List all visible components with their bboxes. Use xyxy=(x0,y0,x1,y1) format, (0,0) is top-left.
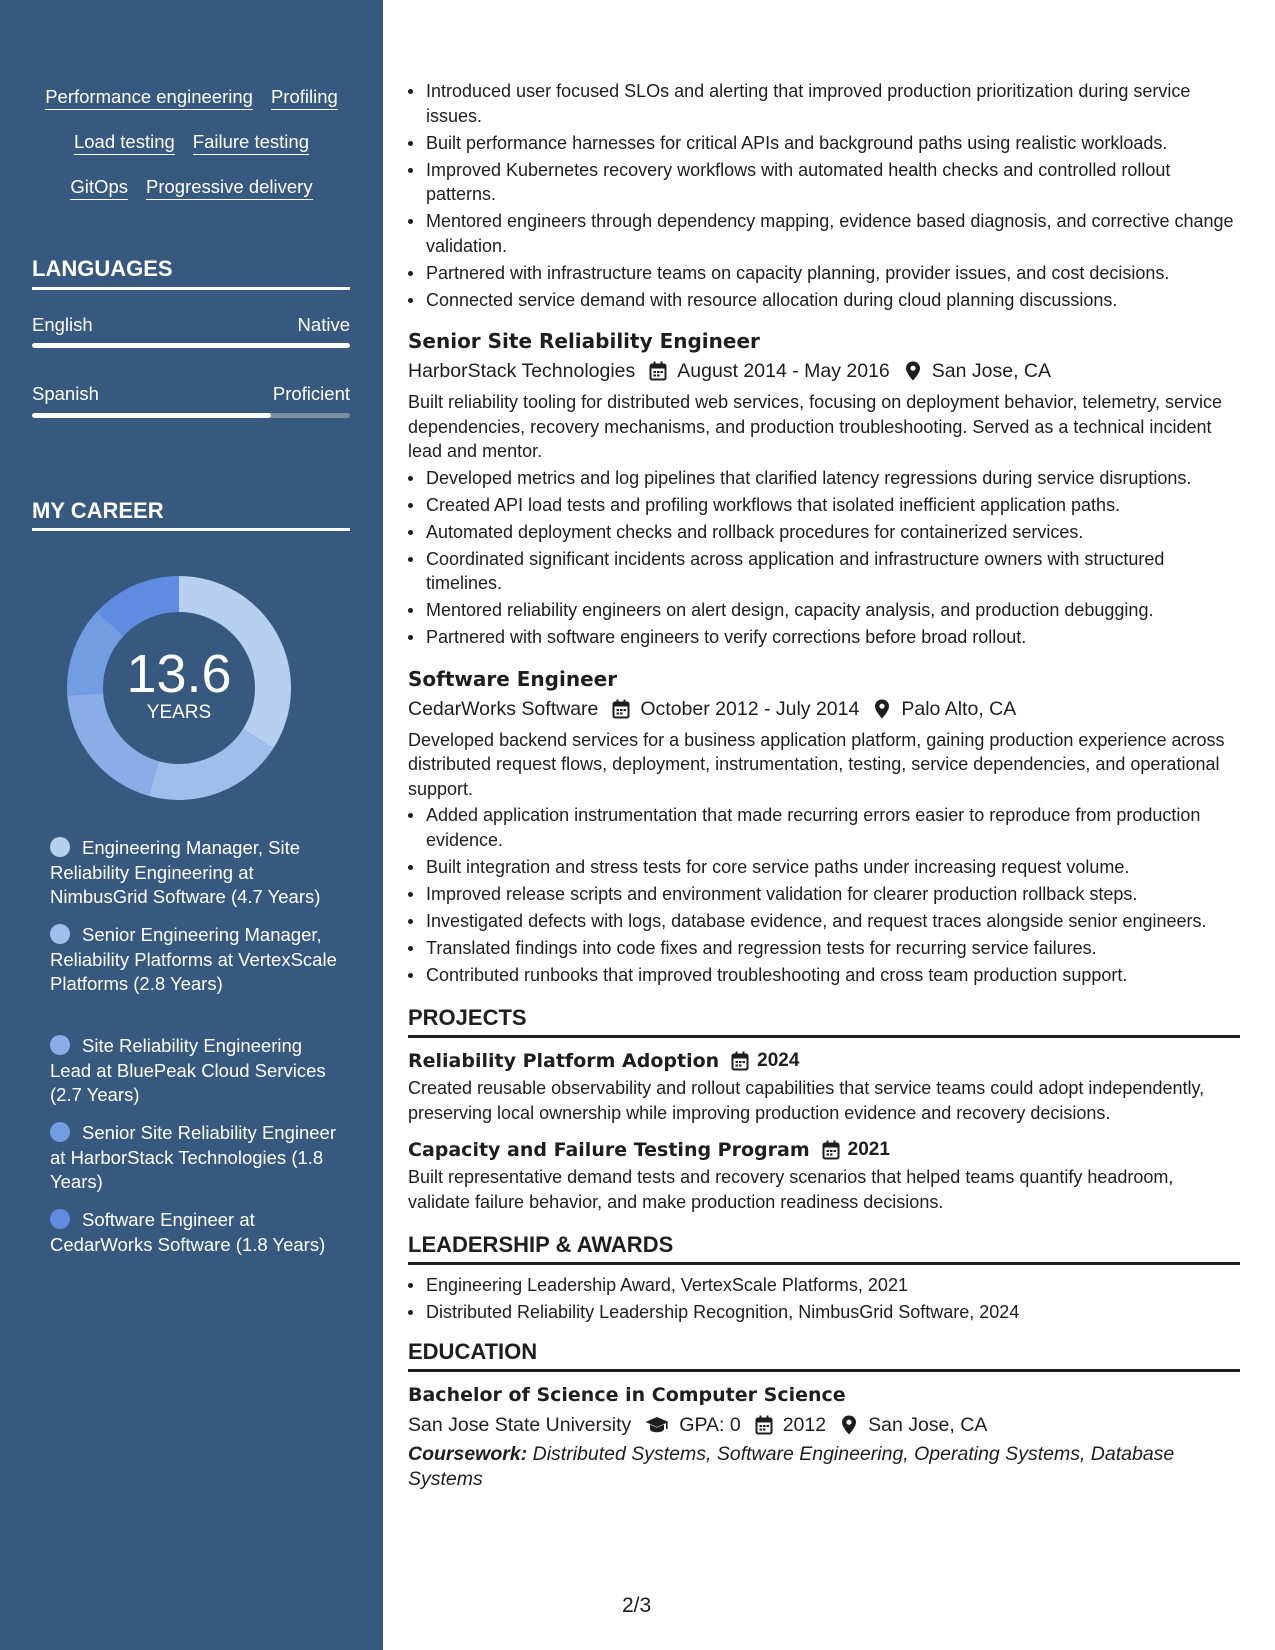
job-dates: August 2014 - May 2016 xyxy=(677,360,890,382)
career-legend-item xyxy=(50,923,340,997)
calendar-icon xyxy=(755,1415,773,1435)
job-description: Built reliability tooling for distributed web services, focusing on deployment behavior, telemetry, service dependencies, recovery mechanisms, and production troubleshooting. Served as a technical incident lead and mentor. xyxy=(408,392,1223,461)
calendar-icon xyxy=(731,1051,749,1071)
career-legend-item xyxy=(50,836,340,910)
job-bullets xyxy=(408,466,1240,650)
bullet-item: Contributed runbooks that improved troubleshooting and cross team production support. xyxy=(426,963,1240,988)
skills-row-1 xyxy=(0,86,383,110)
languages-rule xyxy=(32,287,350,290)
bullet-item: Connected service demand with resource allocation during cloud planning discussions. xyxy=(426,288,1240,313)
language-level: Native xyxy=(297,314,350,335)
bullet-item: Built integration and stress tests for core service paths under increasing request volume. xyxy=(426,855,1240,880)
bullet-item: Introduced user focused SLOs and alerting that improved production prioritization during service issues. xyxy=(426,79,1240,128)
languages-heading: LANGUAGES xyxy=(32,256,173,281)
calendar-icon xyxy=(612,699,630,719)
calendar-icon xyxy=(822,1140,840,1160)
job-title: Senior Site Reliability Engineer xyxy=(408,329,760,353)
project-title: Capacity and Failure Testing Program xyxy=(408,1139,810,1161)
job-title: Software Engineer xyxy=(408,666,618,691)
skills-row-2 xyxy=(0,131,383,155)
career-legend-item xyxy=(50,1034,340,1108)
language-bar-spanish xyxy=(32,413,350,418)
project-title-row xyxy=(408,1137,1240,1163)
legend-label: Engineering Manager, Site Reliability Engineering at NimbusGrid Software (4.7 Years) xyxy=(50,837,321,907)
legend-label: Senior Site Reliability Engineer at HarborStack Technologies (1.8 Years) xyxy=(50,1122,336,1192)
project-year: 2021 xyxy=(847,1139,890,1160)
bullet-item: Partnered with software engineers to verify corrections before broad rollout. xyxy=(426,625,1240,650)
language-bar-english xyxy=(32,343,350,348)
bullet-item: Translated findings into code fixes and regression tests for recurring service failures. xyxy=(426,936,1240,961)
job-meta xyxy=(408,358,1240,384)
award-item: Engineering Leadership Award, VertexScale Platforms, 2021 xyxy=(426,1273,1240,1298)
main-content xyxy=(408,0,1240,1650)
education-coursework xyxy=(408,1442,1240,1492)
map-pin-icon xyxy=(904,361,922,381)
experience-bullets-top xyxy=(408,79,1240,312)
skill-tag: GitOps xyxy=(70,176,128,200)
bullet-item: Created API load tests and profiling workflows that isolated inefficient application paths. xyxy=(426,493,1240,518)
coursework-label: Coursework: xyxy=(408,1442,528,1465)
education-meta xyxy=(408,1412,1240,1438)
job-location: Palo Alto, CA xyxy=(901,697,1017,720)
language-row-english xyxy=(32,314,350,336)
career-donut-center xyxy=(66,575,292,801)
job-company: CedarWorks Software xyxy=(408,697,599,720)
skill-tag: Load testing xyxy=(74,131,175,155)
career-total-unit: YEARS xyxy=(146,702,212,723)
project-title-row xyxy=(408,1048,1240,1074)
career-rule xyxy=(32,528,350,531)
language-bar-fill xyxy=(32,343,350,348)
job-company: HarborStack Technologies xyxy=(408,360,636,382)
job-dates: October 2012 - July 2014 xyxy=(640,697,860,720)
legend-label: Senior Engineering Manager, Reliability Platforms at VertexScale Platforms (2.8 Years) xyxy=(50,924,337,994)
language-name: English xyxy=(32,314,93,335)
skills-row-3 xyxy=(0,176,383,200)
legend-dot xyxy=(50,837,70,857)
legend-dot xyxy=(50,1209,70,1229)
education-school: San Jose State University xyxy=(408,1413,632,1436)
language-level: Proficient xyxy=(272,383,350,404)
coursework-list: Distributed Systems, Software Engineering, Operating Systems, Database Systems xyxy=(408,1442,1175,1490)
calendar-icon xyxy=(649,361,667,381)
legend-label: Site Reliability Engineering Lead at BluePeak Cloud Services (2.7 Years) xyxy=(50,1035,326,1105)
legend-dot xyxy=(50,1122,70,1142)
education-location: San Jose, CA xyxy=(868,1413,988,1436)
project-title: Reliability Platform Adoption xyxy=(408,1050,720,1072)
graduation-cap-icon xyxy=(645,1415,669,1435)
language-bar-fill xyxy=(32,413,271,418)
job-location: San Jose, CA xyxy=(931,360,1051,382)
bullet-item: Investigated defects with logs, database evidence, and request traces alongside senior engineers. xyxy=(426,909,1240,934)
skill-tag: Profiling xyxy=(271,86,338,110)
bullet-item: Partnered with infrastructure teams on capacity planning, provider issues, and cost decisions. xyxy=(426,261,1240,286)
career-legend-item xyxy=(50,1208,340,1257)
skill-tag: Performance engineering xyxy=(45,86,253,110)
legend-dot xyxy=(50,1035,70,1055)
education-year: 2012 xyxy=(782,1413,827,1436)
career-total-years: 13.6 xyxy=(126,644,232,704)
bullet-item: Mentored reliability engineers on alert design, capacity analysis, and production debugging. xyxy=(426,598,1240,623)
map-pin-icon xyxy=(840,1415,858,1435)
map-pin-icon xyxy=(873,699,891,719)
bullet-item: Built performance harnesses for critical APIs and background paths using realistic workloads. xyxy=(426,131,1240,156)
awards-heading: LEADERSHIP & AWARDS xyxy=(408,1232,1240,1265)
project-description: Built representative demand tests and recovery scenarios that helped teams quantify headroom, validate failure behavior, and make production readiness decisions. xyxy=(408,1167,1174,1212)
language-name: Spanish xyxy=(32,383,99,404)
projects-heading: PROJECTS xyxy=(408,1005,1240,1038)
job-bullets xyxy=(408,803,1240,987)
legend-label: Software Engineer at CedarWorks Software (1.8 Years) xyxy=(50,1209,326,1255)
sidebar xyxy=(0,0,383,1650)
job-meta xyxy=(408,696,1240,722)
language-row-spanish xyxy=(32,383,350,405)
bullet-item: Improved release scripts and environment validation for clearer production rollback steps. xyxy=(426,882,1240,907)
page-number: 2/3 xyxy=(622,1594,652,1617)
bullet-item: Mentored engineers through dependency mapping, evidence based diagnosis, and corrective change validation. xyxy=(426,209,1240,258)
bullet-item: Added application instrumentation that made recurring errors easier to reproduce from production evidence. xyxy=(426,803,1240,852)
skill-tag: Failure testing xyxy=(193,131,309,155)
skill-tag: Progressive delivery xyxy=(146,176,313,200)
bullet-item: Coordinated significant incidents across application and infrastructure owners with structured timelines. xyxy=(426,547,1240,596)
career-legend-item xyxy=(50,1121,340,1195)
legend-dot xyxy=(50,924,70,944)
bullet-item: Developed metrics and log pipelines that clarified latency regressions during service disruptions. xyxy=(426,466,1240,491)
education-heading: EDUCATION xyxy=(408,1339,1240,1372)
bullet-item: Improved Kubernetes recovery workflows with automated health checks and controlled rollout patterns. xyxy=(426,158,1240,207)
awards-list xyxy=(408,1273,1240,1325)
education-degree: Bachelor of Science in Computer Science xyxy=(408,1383,846,1406)
project-description: Created reusable observability and rollout capabilities that service teams could adopt independently, preserving local ownership while improving production evidence and recovery decisions. xyxy=(408,1078,1205,1123)
career-heading: MY CAREER xyxy=(32,498,164,523)
job-description: Developed backend services for a business application platform, gaining production experience across distributed request flows, deployment, instrumentation, testing, service dependencies, and operational support. xyxy=(408,729,1225,799)
education-gpa: GPA: 0 xyxy=(679,1413,741,1436)
award-item: Distributed Reliability Leadership Recognition, NimbusGrid Software, 2024 xyxy=(426,1300,1240,1325)
bullet-item: Automated deployment checks and rollback procedures for containerized services. xyxy=(426,520,1240,545)
project-year: 2024 xyxy=(757,1050,800,1071)
